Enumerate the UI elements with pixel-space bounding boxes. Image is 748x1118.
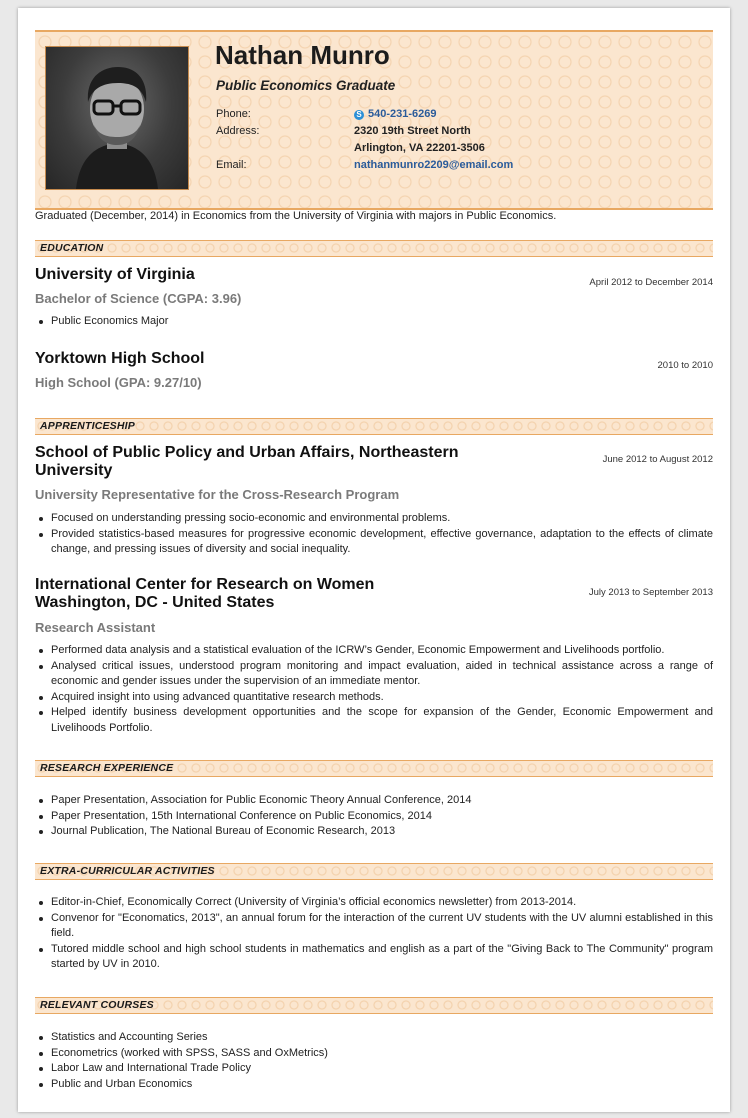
education-degree: High School (GPA: 9.27/10) xyxy=(35,375,202,390)
portrait-icon xyxy=(46,47,188,189)
section-title: RELEVANT COURSES xyxy=(40,999,154,1011)
skype-icon: S xyxy=(354,110,364,120)
list-item: Public Economics Major xyxy=(51,314,713,330)
list-item: Paper Presentation, 15th International Conference on Public Economics, 2014 xyxy=(51,809,713,825)
list-item: Acquired insight into using advanced quantitative research methods. xyxy=(51,690,713,706)
education-bullets xyxy=(35,314,713,330)
list-item: Public and Urban Economics xyxy=(51,1077,713,1093)
section-title: EXTRA-CURRICULAR ACTIVITIES xyxy=(40,865,215,877)
apprenticeship-org xyxy=(35,576,374,612)
email-label: Email: xyxy=(216,159,247,171)
list-item: Analysed critical issues, understood program monitoring and impact evaluation, aided in technical assistance across a range of economic and gender issues under the supervision of an immediate mentor. xyxy=(51,659,713,690)
section-title: EDUCATION xyxy=(40,242,104,254)
resume-header xyxy=(35,30,713,210)
list-item: Provided statistics-based measures for progressive economic development, effective governance, adaptation to the effects of climate change, and pressing issues of diversity and social inequality. xyxy=(51,527,713,558)
phone-value[interactable] xyxy=(354,108,437,120)
section-header-extracurricular xyxy=(35,863,713,880)
section-header-courses xyxy=(35,997,713,1014)
education-date: 2010 to 2010 xyxy=(657,360,713,371)
education-degree: Bachelor of Science (CGPA: 3.96) xyxy=(35,291,242,306)
list-item: Statistics and Accounting Series xyxy=(51,1030,713,1046)
list-item: Labor Law and International Trade Policy xyxy=(51,1061,713,1077)
research-bullets xyxy=(35,793,713,840)
list-item: Helped identify business development opportunities and the scope for expansion of the Gender, Economic Empowerment and Livelihoods Portfolio. xyxy=(51,705,713,736)
list-item: Convenor for "Economatics, 2013", an annual forum for the interaction of the current UV students with the UV alumni established in this field. xyxy=(51,911,713,942)
list-item: Performed data analysis and a statistical evaluation of the ICRW’s Gender, Economic Empowerment and Livelihoods portfolio. xyxy=(51,643,713,659)
address-line-1: 2320 19th Street North xyxy=(354,125,471,137)
candidate-name: Nathan Munro xyxy=(215,40,390,70)
section-header-education xyxy=(35,240,713,257)
phone-number[interactable]: 540-231-6269 xyxy=(368,108,437,120)
apprenticeship-role: University Representative for the Cross-Research Program xyxy=(35,487,400,502)
candidate-title: Public Economics Graduate xyxy=(216,78,396,93)
education-org: Yorktown High School xyxy=(35,350,205,367)
apprenticeship-bullets xyxy=(35,511,713,558)
education-date: April 2012 to December 2014 xyxy=(589,277,713,288)
section-header-research xyxy=(35,760,713,777)
apprenticeship-date: June 2012 to August 2012 xyxy=(602,454,713,465)
apprenticeship-bullets xyxy=(35,643,713,736)
profile-photo xyxy=(45,46,189,190)
list-item: Editor-in-Chief, Economically Correct (University of Virginia’s official economics newsletter) from 2013-2014. xyxy=(51,895,713,911)
list-item: Journal Publication, The National Bureau of Economic Research, 2013 xyxy=(51,824,713,840)
address-line-2: Arlington, VA 22201-3506 xyxy=(354,142,485,154)
education-org: University of Virginia xyxy=(35,266,195,283)
list-item: Econometrics (worked with SPSS, SASS and OxMetrics) xyxy=(51,1046,713,1062)
email-link[interactable]: nathanmunro2209@email.com xyxy=(354,159,514,171)
section-title: APPRENTICESHIP xyxy=(40,420,135,432)
extracurricular-bullets xyxy=(35,895,713,973)
apprenticeship-role: Research Assistant xyxy=(35,620,156,635)
list-item: Focused on understanding pressing socio-economic and environmental problems. xyxy=(51,511,713,527)
resume-page xyxy=(18,8,730,1112)
org-line: University xyxy=(35,462,113,479)
section-header-apprenticeship xyxy=(35,418,713,435)
list-item: Paper Presentation, Association for Public Economic Theory Annual Conference, 2014 xyxy=(51,793,713,809)
summary-text: Graduated (December, 2014) in Economics from the University of Virginia with majors in Public Economics. xyxy=(35,210,557,222)
address-label: Address: xyxy=(216,125,260,137)
courses-bullets xyxy=(35,1030,713,1092)
org-line: School of Public Policy and Urban Affairs, Northeastern xyxy=(35,444,459,461)
org-line: Washington, DC - United States xyxy=(35,594,275,611)
org-line: International Center for Research on Women xyxy=(35,576,375,593)
list-item: Tutored middle school and high school students in mathematics and english as a part of the "Giving Back to The Community" program started by UV in 2010. xyxy=(51,942,713,973)
apprenticeship-org xyxy=(35,444,458,480)
apprenticeship-date: July 2013 to September 2013 xyxy=(588,587,713,598)
section-title: RESEARCH EXPERIENCE xyxy=(40,762,174,774)
phone-label: Phone: xyxy=(216,108,251,120)
